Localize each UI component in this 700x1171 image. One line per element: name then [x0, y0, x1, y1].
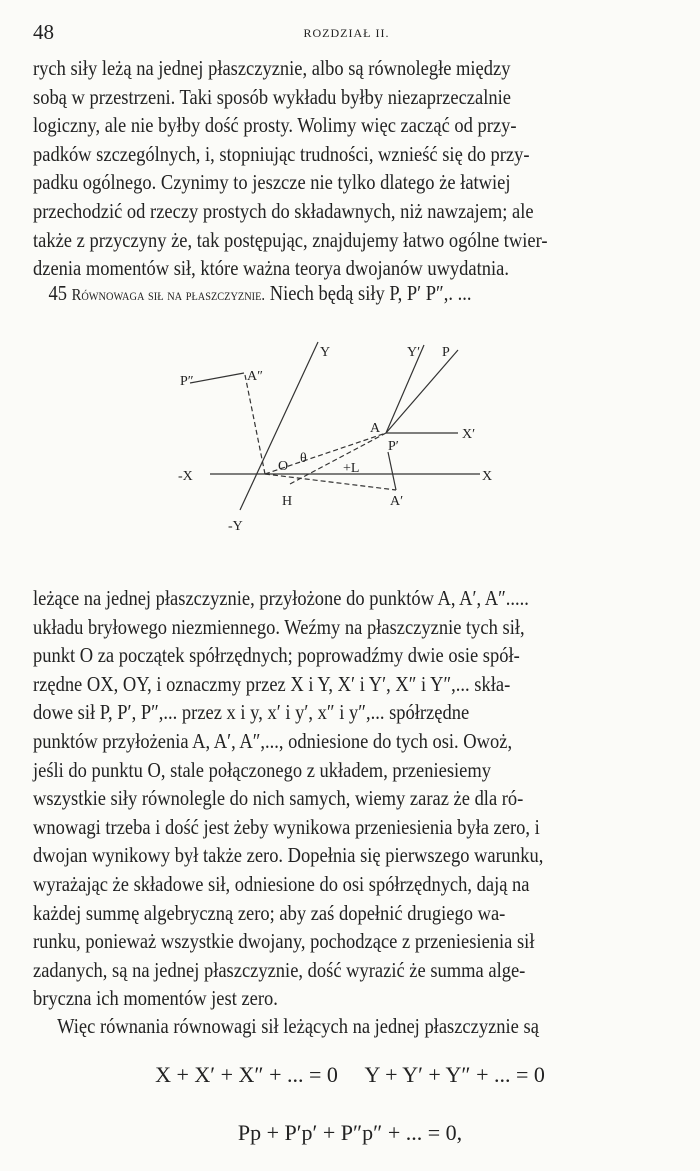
- running-title: ROZDZIAŁ II.: [303, 26, 390, 40]
- text-line: wszystkie siły równolegle do nich samych, wiemy zaraz że dla ró-: [33, 786, 524, 811]
- label-y1: Y′: [407, 345, 421, 360]
- label-theta: θ: [300, 451, 307, 466]
- y-axis: [240, 342, 318, 510]
- text-line: runku, ponieważ wszystkie dwojany, pochodzące z przeniesienia sił: [33, 929, 535, 954]
- label-p2: P″: [180, 374, 194, 389]
- label-neg-y: -Y: [228, 519, 243, 534]
- paragraph-intro: [33, 54, 652, 283]
- section-title: Równowaga sił na płaszczyznie.: [71, 285, 266, 304]
- text-line: sobą w przestrzeni. Taki sposób wykładu byłby niezaprzeczalnie: [33, 84, 511, 109]
- force-diagram: [178, 345, 500, 550]
- paragraph-equilibrium: [33, 584, 652, 1013]
- equation-force-sums: [0, 1062, 700, 1088]
- text-line: układu bryłowego niezmiennego. Weźmy na płaszczyznie tych sił,: [33, 614, 525, 639]
- text-line: rych siły leżą na jednej płaszczyznie, albo są równoległe między: [33, 56, 511, 80]
- label-y: Y: [320, 345, 331, 360]
- paragraph-conclusion: Więc równania równowagi sił leżących na jednej płaszczyznie są: [57, 1014, 539, 1038]
- text-line: każdej summę algebryczną zero; aby zaś dopełnić drugiego wa-: [33, 900, 506, 925]
- label-x1: X′: [462, 427, 476, 442]
- text-line: dzenia momentów sił, które ważna teorya dwojanów uwydatnia.: [33, 256, 509, 281]
- diagram-svg: [178, 345, 500, 550]
- label-p1: P′: [388, 439, 399, 454]
- text-line: leżące na jednej płaszczyznie, przyłożone do punktów A, A′, A″.....: [33, 586, 529, 610]
- section-heading: [33, 279, 652, 310]
- label-alpha: +L: [343, 461, 360, 476]
- text-line: przechodzić od rzeczy prostych do składawnych, niż nawzajem; ale: [33, 198, 534, 223]
- dashed-oa1: [265, 474, 396, 490]
- label-p: P: [442, 345, 450, 360]
- label-a: A: [370, 421, 381, 436]
- text-line: padku ogólnego. Czynimy to jeszcze nie tylko dlatego że łatwiej: [33, 170, 511, 195]
- label-h: H: [282, 494, 293, 509]
- text-line: jeśli do punktu O, stale połączonego z układem, przeniesiemy: [33, 757, 492, 782]
- page-header: [33, 20, 660, 44]
- force-p1: [388, 452, 396, 490]
- dashed-oa2: [245, 375, 265, 474]
- label-o: O: [278, 459, 289, 474]
- text-line: dwojan wynikowy był także zero. Dopełnia się pierwszego warunku,: [33, 843, 544, 868]
- text-line: bryczna ich momentów jest zero.: [33, 986, 278, 1011]
- text-line: także z przyczyny że, tak postępując, znajdujemy łatwo ogólne twier-: [33, 227, 548, 252]
- force-p: [386, 350, 458, 433]
- text-line: wyrażając że składowe sił, odniesione do osi spółrzędnych, dają na: [33, 871, 530, 896]
- label-neg-x: -X: [178, 469, 193, 484]
- label-a1: A′: [390, 494, 404, 509]
- text-line: logiczny, ale nie byłby dość prosty. Wolimy więc zacząć od przy-: [33, 113, 517, 138]
- page-number: 48: [33, 20, 54, 44]
- text-line: wnowagi trzeba i dość jest żeby wynikowa przeniesienia była zero, i: [33, 814, 540, 839]
- section-lead: Niech będą siły P, P′ P″,. ...: [269, 281, 472, 305]
- equation-moments: [0, 1120, 700, 1146]
- text-line: rzędne OX, OY, i oznaczmy przez X i Y, X′ i Y′, X″ i Y″,... skła-: [33, 671, 511, 696]
- equation-text: Pp + P′p′ + P″p″ + ... = 0,: [237, 1120, 463, 1145]
- text-line: punkt O za początek spółrzędnych; poprowadźmy dwie osie spół-: [33, 643, 520, 668]
- section-number: 45: [48, 281, 67, 305]
- text-line: padków szczególnych, i, stopniując trudności, wznieść się do przy-: [33, 141, 530, 166]
- label-x: X: [482, 469, 493, 484]
- label-a2: A″: [247, 369, 263, 384]
- text-line: zadanych, są na jednej płaszczyznie, dość wyrazić że summa alge-: [33, 957, 526, 982]
- force-p2: [190, 373, 244, 383]
- text-line: dowe sił P, P′, P″,... przez x i y, x′ i y′, x″ i y″,... spółrzędne: [33, 700, 470, 725]
- text-line: punktów przyłożenia A, A′, A″,..., odniesione do tych osi. Owoż,: [33, 728, 513, 753]
- equation-text: X + X′ + X″ + ... = 0 Y + Y′ + Y″ + ... = 0: [155, 1062, 545, 1087]
